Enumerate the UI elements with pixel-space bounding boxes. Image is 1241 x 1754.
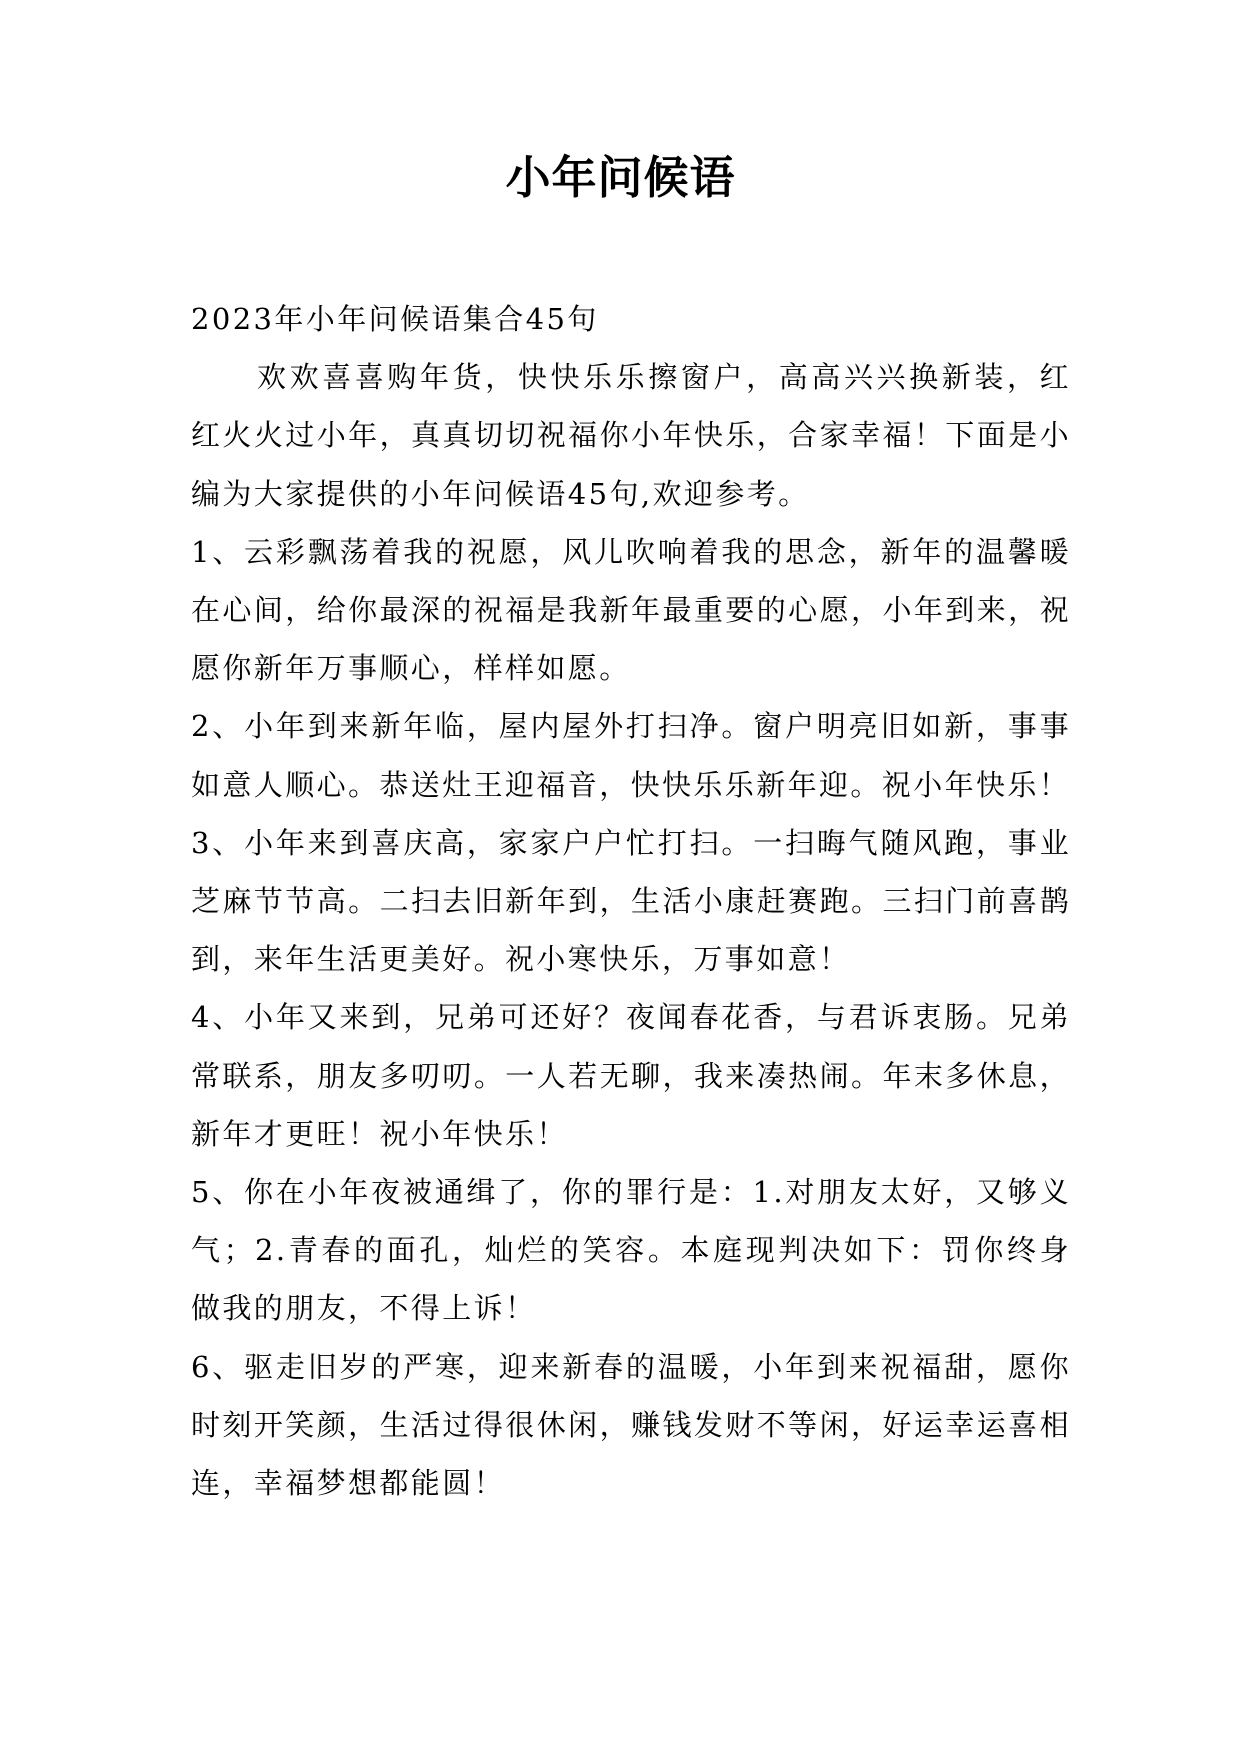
document-subtitle: 2023年小年问候语集合45句 [191,302,599,336]
list-item: 6、驱走旧岁的严寒，迎来新春的温暖，小年到来祝福甜，愿你时刻开笑颜，生活过得很休闲，赚钱发财不等闲，好运幸运喜相连，幸福梦想都能圆！ [191,1349,1071,1501]
list-item: 3、小年来到喜庆高，家家户户忙打扫。一扫晦气随风跑，事业芝麻节节高。二扫去旧新年到，生活小康赶赛跑。三扫门前喜鹊到，来年生活更美好。祝小寒快乐，万事如意！ [191,825,1071,977]
document-body [191,290,1071,1512]
list-item: 5、你在小年夜被通缉了，你的罪行是：1.对朋友太好，又够义气；2.青春的面孔，灿烂的笑容。本庭现判决如下：罚你终身做我的朋友，不得上诉！ [191,1175,1071,1326]
list-item: 2、小年到来新年临，屋内屋外打扫净。窗户明亮旧如新，事事如意人顺心。恭送灶王迎福音，快快乐乐新年迎。祝小年快乐！ [191,709,1071,802]
document-title: 小年问候语 [505,151,736,204]
list-item: 4、小年又来到，兄弟可还好？夜闻春花香，与君诉衷肠。兄弟常联系，朋友多叨叨。一人若无聊，我来凑热闹。年末多休息，新年才更旺！祝小年快乐！ [191,1000,1071,1151]
intro-paragraph: 欢欢喜喜购年货，快快乐乐擦窗户，高高兴兴换新装，红红火火过小年，真真切切祝福你小年快乐，合家幸福！下面是小编为大家提供的小年问候语45句,欢迎参考。 [191,360,1071,511]
list-item: 1、云彩飘荡着我的祝愿，风儿吹响着我的思念，新年的温馨暖在心间，给你最深的祝福是我新年最重要的心愿，小年到来，祝愿你新年万事顺心，样样如愿。 [191,534,1071,686]
